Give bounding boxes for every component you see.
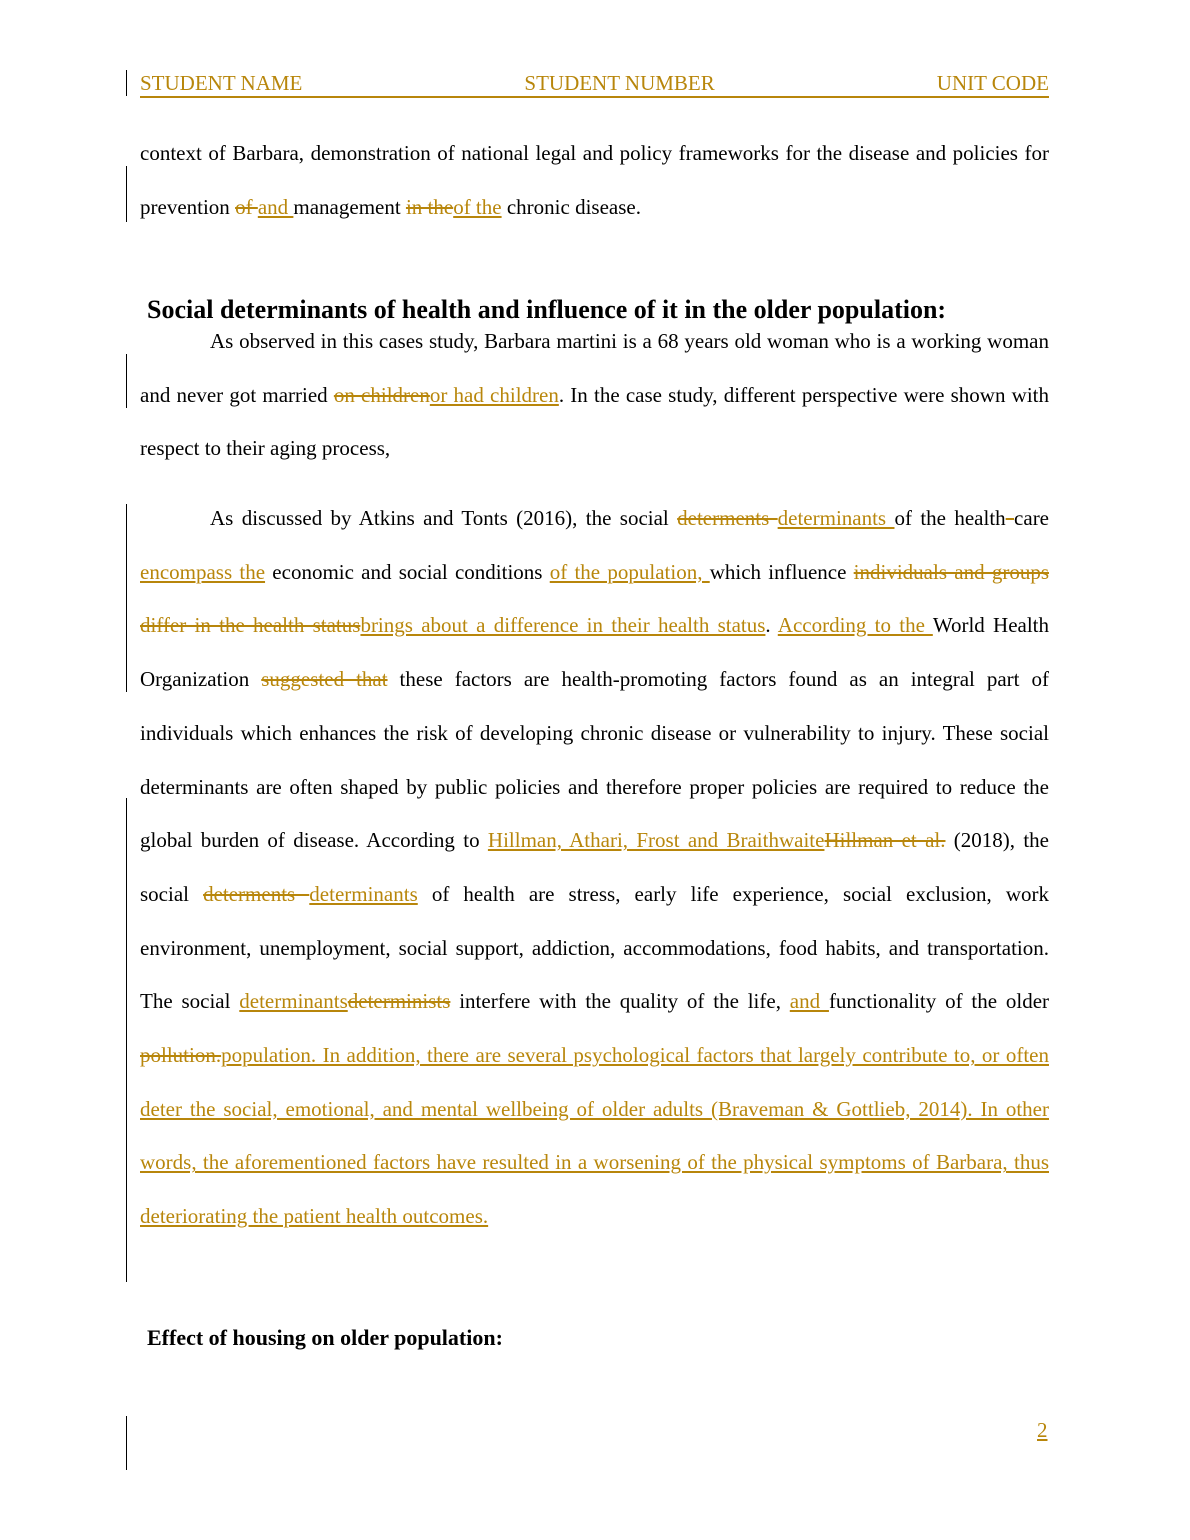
change-bar	[126, 798, 127, 1282]
inserted-text: According to the	[777, 613, 933, 638]
paragraph-intro-continuation	[140, 127, 1049, 234]
inserted-text: Hillman, Athari, Frost and Braithwaite	[487, 828, 825, 853]
text-run: World Health Organization	[140, 613, 1050, 692]
inserted-text: of the	[453, 194, 502, 219]
deleted-text: in the	[405, 194, 454, 219]
deleted-text: determents	[677, 506, 778, 530]
inserted-text: brings about a difference in their health status	[360, 613, 766, 638]
inserted-text: or had children	[429, 382, 559, 407]
change-bar	[126, 166, 127, 222]
page-number: 2	[1037, 1418, 1048, 1442]
text-run: interfere with the quality of the life,	[450, 989, 790, 1014]
inserted-text: determinants	[777, 506, 895, 530]
text-run: care	[1014, 506, 1050, 530]
text-run: As observed in this cases study, Barbara martini is a 68 years old woman who is a working woman and never got married	[140, 329, 1049, 407]
inserted-text: of the population,	[549, 559, 710, 584]
text-run: (2018), the social	[140, 828, 1050, 906]
text-run: economic and social conditions	[265, 559, 550, 584]
paragraph-case-study	[140, 315, 1049, 476]
section-heading-social-determinants: Social determinants of health and influence of it in the older population:	[147, 295, 947, 324]
inserted-text: population. In addition, there are several psychological factors that largely contribute to, or often deter the social, emotional, and mental wellbeing of older adults (Braveman & Gottlieb, 2014). In other words, the aforementioned factors have resulted in a worsening of the physical symptoms of Barbara, thus deteriorating the patient health outcomes.	[140, 1043, 1049, 1229]
deleted-text: Hillman et al.	[824, 828, 946, 853]
text-run: which influence	[709, 559, 854, 584]
inserted-text: and	[257, 194, 294, 219]
change-bar	[126, 70, 127, 96]
header-student-number: STUDENT NUMBER	[524, 71, 715, 95]
inserted-text: determinants	[309, 881, 418, 906]
deleted-text: suggested that	[261, 667, 388, 692]
inserted-text: encompass the	[140, 559, 266, 584]
deleted-text: on children	[333, 382, 430, 407]
deleted-text: pollution.	[140, 1043, 222, 1068]
text-run: context of Barbara, demonstration of national legal and policy frameworks for the disease and policies for prevention	[140, 141, 1049, 219]
deleted-text: determinists	[347, 989, 451, 1014]
text-run: these factors are health-promoting factors found as an integral part of individuals which enhances the risk of developing chronic disease or vulnerability to injury. These social determinants are often shaped by public policies and therefore proper policies are required to reduce the global burden of disease. According to	[140, 667, 1049, 853]
text-run: functionality of the older	[828, 989, 1050, 1014]
header-unit-code: UNIT CODE	[936, 71, 1049, 95]
deleted-text: determents	[203, 881, 310, 906]
deleted-text: individuals and groups differ in the health status	[140, 559, 1049, 638]
deleted-text	[1006, 506, 1014, 530]
change-bar	[126, 354, 127, 408]
header-student-name: STUDENT NAME	[140, 71, 303, 95]
text-run: management	[293, 194, 406, 219]
text-run: .	[765, 613, 778, 638]
change-bar	[126, 504, 127, 692]
paragraph-social-determinants	[140, 492, 1049, 1244]
text-run: chronic disease.	[501, 194, 641, 219]
text-run: As discussed by Atkins and Tonts (2016), the social	[210, 506, 678, 530]
text-run: . In the case study, different perspective were shown with respect to their aging process,	[140, 382, 1049, 461]
section-heading-housing: Effect of housing on older population:	[147, 1325, 503, 1350]
inserted-text: and	[789, 989, 829, 1014]
deleted-text: of	[235, 194, 258, 219]
text-run: of the health	[894, 506, 1006, 530]
page-header	[140, 70, 1049, 98]
inserted-text: determinants	[239, 989, 348, 1014]
change-bar	[126, 1416, 127, 1470]
text-run: of health are stress, early life experience, social exclusion, work environment, unemployment, social support, addiction, accommodations, food habits, and transportation. The social	[140, 881, 1049, 1014]
